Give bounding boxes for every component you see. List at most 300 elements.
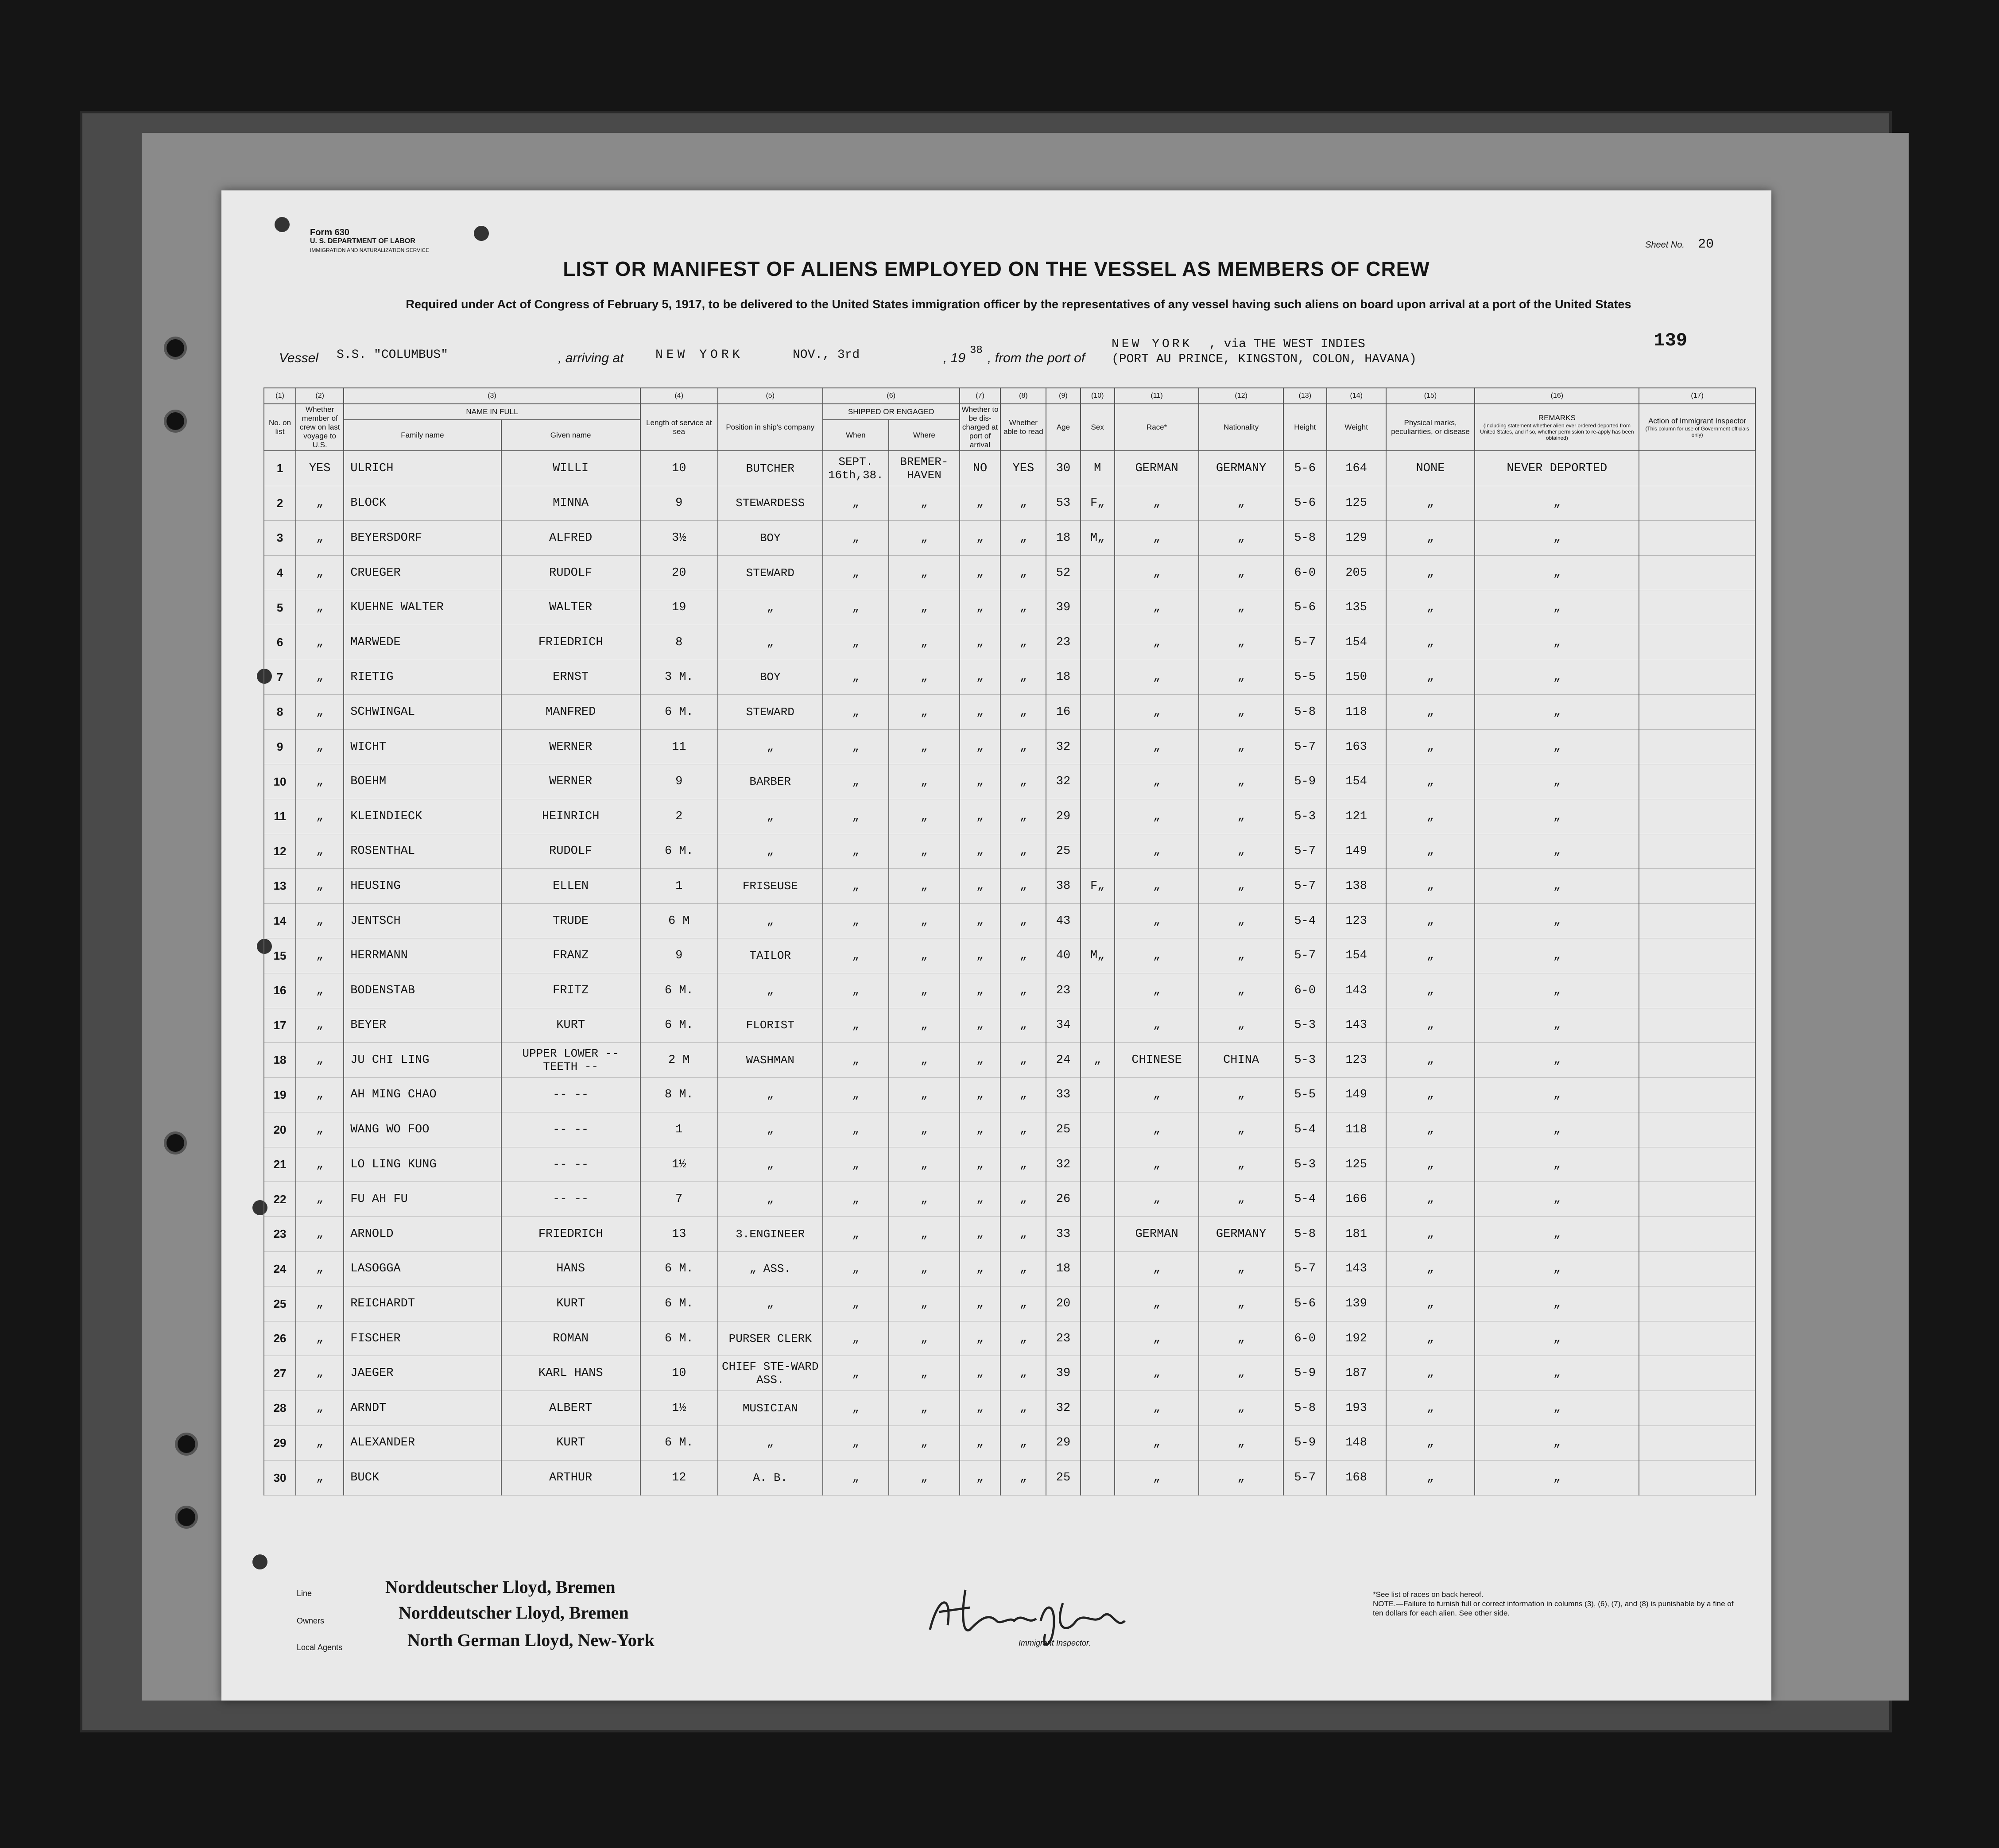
service-length-cell: 10 <box>640 451 718 486</box>
vessel-label: Vessel <box>279 351 318 365</box>
discharged-cell: „ <box>960 729 1001 764</box>
member-cell: „ <box>296 869 344 904</box>
physical-cell: „ <box>1386 1112 1475 1147</box>
crew-table-wrap <box>263 387 1756 1565</box>
member-cell: „ <box>296 1077 344 1112</box>
shipped-when-cell: „ <box>823 1147 889 1182</box>
table-row <box>264 555 1755 590</box>
discharged-cell: „ <box>960 521 1001 556</box>
physical-cell: „ <box>1386 799 1475 834</box>
discharged-cell: „ <box>960 1391 1001 1426</box>
nationality-cell: „ <box>1199 1286 1283 1321</box>
nationality-cell: „ <box>1199 1112 1283 1147</box>
remarks-cell: „ <box>1475 1391 1639 1426</box>
service-length-cell: 9 <box>640 486 718 521</box>
position-cell: „ <box>718 903 823 938</box>
shipped-when-cell: „ <box>823 590 889 625</box>
family-name-cell: WICHT <box>344 729 501 764</box>
height-cell: 5-7 <box>1283 834 1327 869</box>
owners-stamp: Norddeutscher Lloyd, Bremen <box>399 1603 629 1623</box>
physical-cell: „ <box>1386 1461 1475 1495</box>
shipped-where-cell: „ <box>889 1182 960 1217</box>
given-name-cell: UPPER LOWER -- TEETH -- <box>501 1043 640 1078</box>
race-cell: „ <box>1115 1077 1199 1112</box>
weight-cell: 143 <box>1327 1251 1386 1286</box>
service-length-cell: 1½ <box>640 1391 718 1426</box>
nationality-cell: GERMANY <box>1199 1217 1283 1252</box>
sex-cell <box>1081 834 1115 869</box>
physical-cell: „ <box>1386 1077 1475 1112</box>
given-name-cell: RUDOLF <box>501 555 640 590</box>
position-cell: „ <box>718 834 823 869</box>
family-name-cell: MARWEDE <box>344 625 501 660</box>
discharged-cell: „ <box>960 660 1001 695</box>
age-cell: 25 <box>1046 834 1080 869</box>
physical-cell: „ <box>1386 1043 1475 1078</box>
sex-cell <box>1081 625 1115 660</box>
action-cell <box>1639 1461 1755 1495</box>
shipped-where-cell: „ <box>889 1251 960 1286</box>
nationality-cell: „ <box>1199 729 1283 764</box>
shipped-when-cell: „ <box>823 973 889 1008</box>
inspector-label: Immigrant Inspector. <box>1019 1639 1091 1647</box>
height-cell: 5-4 <box>1283 1182 1327 1217</box>
shipped-where-cell: „ <box>889 903 960 938</box>
service-length-cell: 1 <box>640 869 718 904</box>
shipped-when-cell: „ <box>823 660 889 695</box>
physical-cell: „ <box>1386 555 1475 590</box>
shipped-when-cell: „ <box>823 1008 889 1043</box>
shipped-when-cell: „ <box>823 1321 889 1356</box>
colnum-10: (10) <box>1081 388 1115 404</box>
member-cell: „ <box>296 521 344 556</box>
weight-cell: 205 <box>1327 555 1386 590</box>
member-cell: „ <box>296 625 344 660</box>
service-length-cell: 12 <box>640 1461 718 1495</box>
nationality-cell: „ <box>1199 869 1283 904</box>
race-cell: „ <box>1115 555 1199 590</box>
shipped-when-cell: „ <box>823 695 889 730</box>
action-cell <box>1639 869 1755 904</box>
read-cell: „ <box>1000 1321 1046 1356</box>
remarks-cell: „ <box>1475 729 1639 764</box>
physical-cell: „ <box>1386 764 1475 799</box>
race-cell: „ <box>1115 1321 1199 1356</box>
given-name-cell: -- -- <box>501 1182 640 1217</box>
member-cell: „ <box>296 486 344 521</box>
race-cell: „ <box>1115 1426 1199 1461</box>
row-no: 25 <box>264 1286 296 1321</box>
service-length-cell: 10 <box>640 1356 718 1391</box>
member-cell: „ <box>296 660 344 695</box>
weight-cell: 148 <box>1327 1426 1386 1461</box>
height-cell: 5-9 <box>1283 764 1327 799</box>
height-cell: 5-5 <box>1283 660 1327 695</box>
action-cell <box>1639 1356 1755 1391</box>
header-length-service: Length of service at sea <box>640 404 718 451</box>
position-cell: „ <box>718 1147 823 1182</box>
colnum-12: (12) <box>1199 388 1283 404</box>
race-cell: „ <box>1115 1147 1199 1182</box>
shipped-when-cell: „ <box>823 1043 889 1078</box>
weight-cell: 150 <box>1327 660 1386 695</box>
binder-hole <box>175 1433 198 1456</box>
nationality-cell: „ <box>1199 1426 1283 1461</box>
shipped-when-cell: „ <box>823 555 889 590</box>
given-name-cell: -- -- <box>501 1112 640 1147</box>
age-cell: 29 <box>1046 1426 1080 1461</box>
shipped-where-cell: „ <box>889 1286 960 1321</box>
service-length-cell: 6 M <box>640 903 718 938</box>
age-cell: 33 <box>1046 1077 1080 1112</box>
family-name-cell: BLOCK <box>344 486 501 521</box>
discharged-cell: „ <box>960 834 1001 869</box>
read-cell: YES <box>1000 451 1046 486</box>
row-no: 17 <box>264 1008 296 1043</box>
nationality-cell: „ <box>1199 799 1283 834</box>
read-cell: „ <box>1000 625 1046 660</box>
shipped-where-cell: „ <box>889 1461 960 1495</box>
age-cell: 25 <box>1046 1112 1080 1147</box>
shipped-when-cell: „ <box>823 1182 889 1217</box>
table-row <box>264 938 1755 973</box>
row-no: 27 <box>264 1356 296 1391</box>
table-row <box>264 521 1755 556</box>
sex-cell: M <box>1081 451 1115 486</box>
physical-cell: NONE <box>1386 451 1475 486</box>
table-row <box>264 834 1755 869</box>
from-label: , from the port of <box>988 351 1085 365</box>
family-name-cell: HEUSING <box>344 869 501 904</box>
discharged-cell: „ <box>960 1321 1001 1356</box>
physical-cell: „ <box>1386 869 1475 904</box>
position-cell: „ <box>718 799 823 834</box>
weight-cell: 129 <box>1327 521 1386 556</box>
given-name-cell: FRIEDRICH <box>501 1217 640 1252</box>
colnum-5: (5) <box>718 388 823 404</box>
form-number: Form 630 <box>310 228 349 237</box>
physical-cell: „ <box>1386 834 1475 869</box>
given-name-cell: WERNER <box>501 764 640 799</box>
discharged-cell: „ <box>960 1077 1001 1112</box>
position-cell: FRISEUSE <box>718 869 823 904</box>
service-length-cell: 9 <box>640 938 718 973</box>
colnum-6: (6) <box>823 388 960 404</box>
service-length-cell: 6 M. <box>640 695 718 730</box>
position-cell: FLORIST <box>718 1008 823 1043</box>
nationality-cell: „ <box>1199 1077 1283 1112</box>
header-age: Age <box>1046 404 1080 451</box>
shipped-where-cell: „ <box>889 938 960 973</box>
punch-hole <box>275 217 290 232</box>
discharged-cell: „ <box>960 973 1001 1008</box>
given-name-cell: ERNST <box>501 660 640 695</box>
discharged-cell: „ <box>960 869 1001 904</box>
nationality-cell: „ <box>1199 1356 1283 1391</box>
height-cell: 5-8 <box>1283 1217 1327 1252</box>
height-cell: 5-8 <box>1283 521 1327 556</box>
colnum-13: (13) <box>1283 388 1327 404</box>
shipped-where-cell: „ <box>889 1147 960 1182</box>
age-cell: 25 <box>1046 1461 1080 1495</box>
table-row <box>264 486 1755 521</box>
position-cell: TAILOR <box>718 938 823 973</box>
remarks-note: (Including statement whether alien ever ordered deported from United States, and if so, whether permission to re-apply has been obtained) <box>1480 422 1634 441</box>
weight-cell: 118 <box>1327 1112 1386 1147</box>
remarks-cell: „ <box>1475 1077 1639 1112</box>
position-cell: „ <box>718 590 823 625</box>
read-cell: „ <box>1000 695 1046 730</box>
action-cell <box>1639 1112 1755 1147</box>
header-weight: Weight <box>1327 404 1386 451</box>
race-cell: GERMAN <box>1115 1217 1199 1252</box>
weight-cell: 154 <box>1327 938 1386 973</box>
sex-cell <box>1081 695 1115 730</box>
remarks-cell: „ <box>1475 903 1639 938</box>
age-cell: 32 <box>1046 729 1080 764</box>
race-cell: „ <box>1115 695 1199 730</box>
age-cell: 24 <box>1046 1043 1080 1078</box>
row-no: 7 <box>264 660 296 695</box>
shipped-where-cell: „ <box>889 1043 960 1078</box>
discharged-cell: NO <box>960 451 1001 486</box>
family-name-cell: BEYER <box>344 1008 501 1043</box>
colnum-4: (4) <box>640 388 718 404</box>
read-cell: „ <box>1000 590 1046 625</box>
header-shipped: SHIPPED OR ENGAGED <box>823 404 960 420</box>
sheet-value: 20 <box>1697 237 1714 252</box>
race-cell: „ <box>1115 1112 1199 1147</box>
sex-cell: „ <box>1081 1043 1115 1078</box>
nationality-cell: „ <box>1199 555 1283 590</box>
table-row <box>264 1356 1755 1391</box>
weight-cell: 123 <box>1327 903 1386 938</box>
header-height: Height <box>1283 404 1327 451</box>
height-cell: 5-8 <box>1283 1391 1327 1426</box>
age-cell: 32 <box>1046 764 1080 799</box>
arrival-port: NEW YORK <box>655 348 744 362</box>
service-length-cell: 8 <box>640 625 718 660</box>
sex-cell <box>1081 1112 1115 1147</box>
member-cell: „ <box>296 1112 344 1147</box>
age-cell: 23 <box>1046 625 1080 660</box>
age-cell: 29 <box>1046 799 1080 834</box>
remarks-cell: „ <box>1475 1321 1639 1356</box>
row-no: 20 <box>264 1112 296 1147</box>
sex-cell <box>1081 1286 1115 1321</box>
member-cell: „ <box>296 1217 344 1252</box>
family-name-cell: KLEINDIECK <box>344 799 501 834</box>
shipped-where-cell: „ <box>889 1356 960 1391</box>
physical-cell: „ <box>1386 729 1475 764</box>
weight-cell: 193 <box>1327 1391 1386 1426</box>
table-row <box>264 1147 1755 1182</box>
height-cell: 6-0 <box>1283 1321 1327 1356</box>
position-cell: CHIEF STE-WARD ASS. <box>718 1356 823 1391</box>
height-cell: 5-7 <box>1283 625 1327 660</box>
row-no: 13 <box>264 869 296 904</box>
discharged-cell: „ <box>960 1147 1001 1182</box>
member-cell: „ <box>296 1461 344 1495</box>
owners-label: Owners <box>297 1616 325 1625</box>
shipped-when-cell: „ <box>823 903 889 938</box>
from-port: NEW YORK <box>1112 337 1193 351</box>
discharged-cell: „ <box>960 1217 1001 1252</box>
family-name-cell: BEYERSDORF <box>344 521 501 556</box>
table-row <box>264 695 1755 730</box>
shipped-when-cell: „ <box>823 799 889 834</box>
given-name-cell: -- -- <box>501 1077 640 1112</box>
family-name-cell: JU CHI LING <box>344 1043 501 1078</box>
service-length-cell: 13 <box>640 1217 718 1252</box>
physical-cell: „ <box>1386 1182 1475 1217</box>
weight-cell: 143 <box>1327 1008 1386 1043</box>
read-cell: „ <box>1000 1217 1046 1252</box>
member-cell: „ <box>296 973 344 1008</box>
race-cell: „ <box>1115 1356 1199 1391</box>
given-name-cell: MANFRED <box>501 695 640 730</box>
table-row <box>264 799 1755 834</box>
age-cell: 18 <box>1046 1251 1080 1286</box>
sex-cell <box>1081 903 1115 938</box>
sex-cell <box>1081 555 1115 590</box>
discharged-cell: „ <box>960 1461 1001 1495</box>
family-name-cell: AH MING CHAO <box>344 1077 501 1112</box>
sex-cell <box>1081 764 1115 799</box>
physical-cell: „ <box>1386 660 1475 695</box>
read-cell: „ <box>1000 486 1046 521</box>
shipped-where-cell: „ <box>889 1426 960 1461</box>
family-name-cell: HERRMANN <box>344 938 501 973</box>
remarks-cell: „ <box>1475 1043 1639 1078</box>
discharged-cell: „ <box>960 695 1001 730</box>
race-cell: „ <box>1115 521 1199 556</box>
weight-cell: 125 <box>1327 1147 1386 1182</box>
height-cell: 5-9 <box>1283 1356 1327 1391</box>
height-cell: 5-6 <box>1283 1286 1327 1321</box>
weight-cell: 154 <box>1327 764 1386 799</box>
footer-note <box>1373 1590 1736 1618</box>
family-name-cell: FU AH FU <box>344 1182 501 1217</box>
table-row <box>264 660 1755 695</box>
colnum-11: (11) <box>1115 388 1199 404</box>
member-cell: YES <box>296 451 344 486</box>
header-when: When <box>823 420 889 451</box>
height-cell: 5-8 <box>1283 695 1327 730</box>
remarks-cell: „ <box>1475 764 1639 799</box>
action-cell <box>1639 1321 1755 1356</box>
discharged-cell: „ <box>960 486 1001 521</box>
page-subtitle: Required under Act of Congress of February 5, 1917, to be delivered to the United States immigration officer by the representatives of any vessel having such aliens on board upon arrival at a port of the United States <box>406 298 1631 311</box>
nationality-cell: „ <box>1199 1461 1283 1495</box>
via-detail: (PORT AU PRINCE, KINGSTON, COLON, HAVANA) <box>1112 353 1417 366</box>
action-note: (This column for use of Government officials only) <box>1645 426 1749 438</box>
weight-cell: 149 <box>1327 1077 1386 1112</box>
service-length-cell: 1½ <box>640 1147 718 1182</box>
race-cell: „ <box>1115 869 1199 904</box>
discharged-cell: „ <box>960 625 1001 660</box>
action-cell <box>1639 1391 1755 1426</box>
member-cell: „ <box>296 903 344 938</box>
nationality-cell: „ <box>1199 903 1283 938</box>
read-cell: „ <box>1000 973 1046 1008</box>
shipped-when-cell: „ <box>823 486 889 521</box>
height-cell: 5-6 <box>1283 451 1327 486</box>
action-cell <box>1639 521 1755 556</box>
weight-cell: 163 <box>1327 729 1386 764</box>
discharged-cell: „ <box>960 1426 1001 1461</box>
year-prefix: , 19 <box>943 351 966 365</box>
shipped-where-cell: BREMER-HAVEN <box>889 451 960 486</box>
shipped-where-cell: „ <box>889 799 960 834</box>
position-cell: „ <box>718 973 823 1008</box>
table-row <box>264 1008 1755 1043</box>
height-cell: 5-7 <box>1283 729 1327 764</box>
height-cell: 5-7 <box>1283 1251 1327 1286</box>
age-cell: 39 <box>1046 590 1080 625</box>
table-row <box>264 1391 1755 1426</box>
shipped-when-cell: „ <box>823 625 889 660</box>
row-no: 9 <box>264 729 296 764</box>
read-cell: „ <box>1000 1286 1046 1321</box>
race-cell: „ <box>1115 1391 1199 1426</box>
table-row <box>264 1043 1755 1078</box>
nationality-cell: „ <box>1199 1182 1283 1217</box>
table-row <box>264 1426 1755 1461</box>
discharged-cell: „ <box>960 1182 1001 1217</box>
table-row <box>264 1182 1755 1217</box>
table-row <box>264 451 1755 486</box>
service-name: IMMIGRATION AND NATURALIZATION SERVICE <box>310 247 430 253</box>
service-length-cell: 6 M. <box>640 1251 718 1286</box>
weight-cell: 135 <box>1327 590 1386 625</box>
line-label: Line <box>297 1589 312 1598</box>
service-length-cell: 6 M. <box>640 1426 718 1461</box>
shipped-where-cell: „ <box>889 625 960 660</box>
header-row-1 <box>264 404 1755 420</box>
weight-cell: 118 <box>1327 695 1386 730</box>
height-cell: 5-9 <box>1283 1426 1327 1461</box>
height-cell: 5-3 <box>1283 1008 1327 1043</box>
race-cell: „ <box>1115 764 1199 799</box>
action-cell <box>1639 973 1755 1008</box>
page-title: LIST OR MANIFEST OF ALIENS EMPLOYED ON THE VESSEL AS MEMBERS OF CREW <box>563 257 1430 280</box>
member-cell: „ <box>296 1043 344 1078</box>
discharged-cell: „ <box>960 1043 1001 1078</box>
binder-hole <box>175 1506 198 1529</box>
height-cell: 6-0 <box>1283 555 1327 590</box>
discharged-cell: „ <box>960 1286 1001 1321</box>
nationality-cell: „ <box>1199 521 1283 556</box>
age-cell: 38 <box>1046 869 1080 904</box>
nationality-cell: „ <box>1199 695 1283 730</box>
header-discharged: Whether to be dis-charged at port of arrival <box>960 404 1001 451</box>
sex-cell <box>1081 1251 1115 1286</box>
shipped-where-cell: „ <box>889 1112 960 1147</box>
discharged-cell: „ <box>960 590 1001 625</box>
sex-cell <box>1081 1391 1115 1426</box>
arriving-label: , arriving at <box>558 351 624 365</box>
member-cell: „ <box>296 938 344 973</box>
shipped-where-cell: „ <box>889 834 960 869</box>
row-no: 15 <box>264 938 296 973</box>
nationality-cell: „ <box>1199 834 1283 869</box>
family-name-cell: BODENSTAB <box>344 973 501 1008</box>
remarks-cell: „ <box>1475 1461 1639 1495</box>
member-cell: „ <box>296 1356 344 1391</box>
sex-cell: M„ <box>1081 938 1115 973</box>
row-no: 6 <box>264 625 296 660</box>
